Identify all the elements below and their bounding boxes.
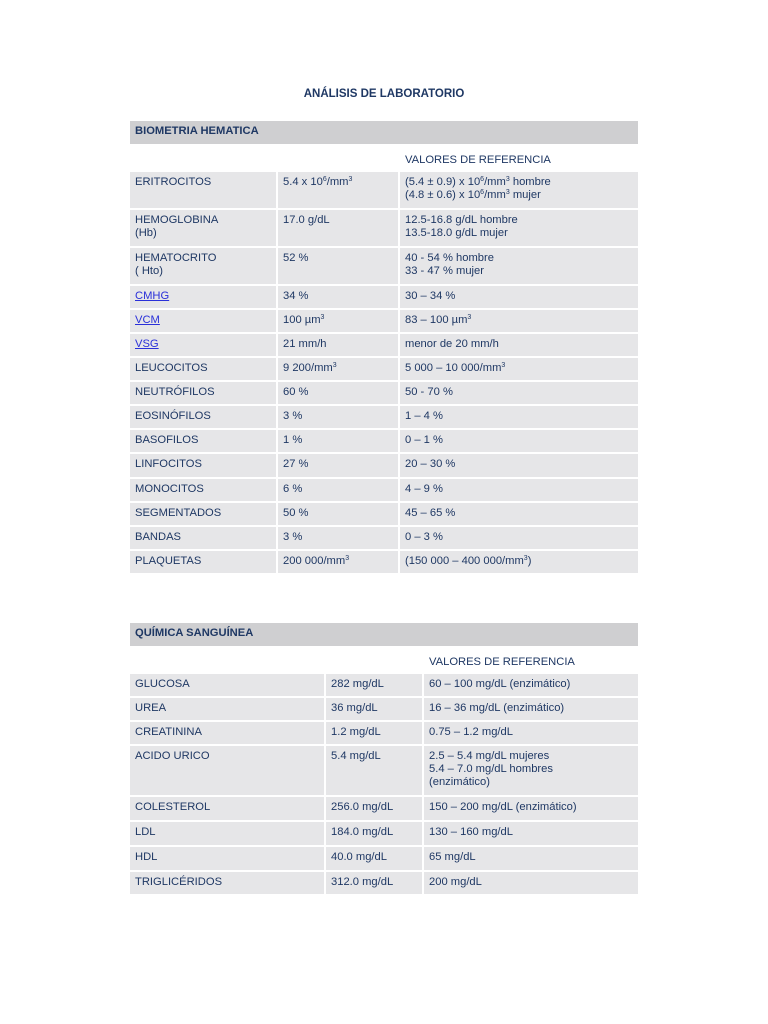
table-row — [130, 334, 638, 358]
reference-value: 4 – 9 % — [400, 479, 638, 503]
test-value: 27 % — [278, 454, 400, 479]
table-row — [130, 822, 638, 847]
test-name: HEMOGLOBINA (Hb) — [130, 210, 278, 248]
test-value: 50 % — [278, 503, 400, 527]
reference-value: (5.4 ± 0.9) x $10^6/mm^3$ hombre (4.8 ± 0.6) x $10^6/mm^3$ mujer — [400, 172, 638, 210]
test-name: UREA — [130, 698, 326, 722]
reference-header: VALORES DE REFERENCIA — [424, 646, 638, 674]
test-value: 52 % — [278, 248, 400, 286]
test-value: 36 mg/dL — [326, 698, 424, 722]
test-value: 1.2 mg/dL — [326, 722, 424, 746]
table-row — [130, 698, 638, 722]
reference-value: 12.5-16.8 g/dL hombre 13.5-18.0 g/dL mujer — [400, 210, 638, 248]
reference-value: 83 – 100 µm$^3$ — [400, 310, 638, 334]
test-value: 256.0 mg/dL — [326, 797, 424, 822]
test-name[interactable] — [130, 286, 278, 310]
test-name[interactable] — [130, 310, 278, 334]
test-value: 3 % — [278, 406, 400, 430]
test-name-link[interactable]: CMHG — [135, 290, 170, 302]
page-title: ANÁLISIS DE LABORATORIO — [303, 88, 465, 100]
table-row — [130, 527, 638, 551]
reference-value: 150 – 200 mg/dL (enzimático) — [424, 797, 638, 822]
table-row — [130, 286, 638, 310]
test-value: 200 $000/mm^3$ — [278, 551, 400, 575]
reference-value: 20 – 30 % — [400, 454, 638, 479]
table-row — [130, 872, 638, 896]
table-row — [130, 847, 638, 872]
reference-value: 45 – 65 % — [400, 503, 638, 527]
reference-value: 2.5 – 5.4 mg/dL mujeres 5.4 – 7.0 mg/dL hombres (enzimático) — [424, 746, 638, 797]
test-name: MONOCITOS — [130, 479, 278, 503]
test-value: 6 % — [278, 479, 400, 503]
reference-value: (150 000 – 400 $000/mm^3$) — [400, 551, 638, 575]
reference-value: menor de 20 mm/h — [400, 334, 638, 358]
test-name: ACIDO URICO — [130, 746, 326, 797]
table-row — [130, 172, 638, 210]
test-name: HEMATOCRITO ( Hto) — [130, 248, 278, 286]
test-value: 9 $200/mm^3$ — [278, 358, 400, 382]
table-row — [130, 406, 638, 430]
test-value: 60 % — [278, 382, 400, 406]
reference-header-row — [130, 646, 638, 674]
test-name: PLAQUETAS — [130, 551, 278, 575]
table-row — [130, 746, 638, 797]
table-row — [130, 797, 638, 822]
table-row — [130, 503, 638, 527]
test-name: EOSINÓFILOS — [130, 406, 278, 430]
test-value: 3 % — [278, 527, 400, 551]
test-name: SEGMENTADOS — [130, 503, 278, 527]
reference-value: 65 mg/dL — [424, 847, 638, 872]
table-row — [130, 479, 638, 503]
test-value: 21 mm/h — [278, 334, 400, 358]
test-name: LDL — [130, 822, 326, 847]
test-name: CREATININA — [130, 722, 326, 746]
test-value: 282 mg/dL — [326, 674, 424, 698]
reference-value: 60 – 100 mg/dL (enzimático) — [424, 674, 638, 698]
test-name: HDL — [130, 847, 326, 872]
table-row — [130, 310, 638, 334]
section-header-row — [130, 121, 638, 144]
reference-value: 30 – 34 % — [400, 286, 638, 310]
test-value: 1 % — [278, 430, 400, 454]
reference-value: 5 000 – 10 $000/mm^3$ — [400, 358, 638, 382]
test-name: COLESTEROL — [130, 797, 326, 822]
biometria-table — [130, 121, 638, 575]
reference-value: 1 – 4 % — [400, 406, 638, 430]
test-value: 40.0 mg/dL — [326, 847, 424, 872]
reference-value: 16 – 36 mg/dL (enzimático) — [424, 698, 638, 722]
test-value: 100 µm$^3$ — [278, 310, 400, 334]
table-row — [130, 210, 638, 248]
reference-value: 0 – 3 % — [400, 527, 638, 551]
reference-value: 130 – 160 mg/dL — [424, 822, 638, 847]
table-row — [130, 551, 638, 575]
test-name[interactable] — [130, 334, 278, 358]
table-row — [130, 382, 638, 406]
quimica-table — [130, 623, 638, 896]
test-name: LINFOCITOS — [130, 454, 278, 479]
reference-header: VALORES DE REFERENCIA — [400, 144, 638, 172]
test-name: BASOFILOS — [130, 430, 278, 454]
table-row — [130, 674, 638, 698]
table-row — [130, 430, 638, 454]
test-name: NEUTRÓFILOS — [130, 382, 278, 406]
reference-header-row — [130, 144, 638, 172]
reference-value: 0.75 – 1.2 mg/dL — [424, 722, 638, 746]
table-row — [130, 722, 638, 746]
reference-value: 50 - 70 % — [400, 382, 638, 406]
table-row — [130, 454, 638, 479]
reference-value: 40 - 54 % hombre 33 - 47 % mujer — [400, 248, 638, 286]
test-name: ERITROCITOS — [130, 172, 278, 210]
reference-value: 0 – 1 % — [400, 430, 638, 454]
test-value: 17.0 g/dL — [278, 210, 400, 248]
section-title: QUÍMICA SANGUÍNEA — [130, 623, 638, 646]
test-name: TRIGLICÉRIDOS — [130, 872, 326, 896]
section-header-row — [130, 623, 638, 646]
table-row — [130, 248, 638, 286]
test-name: GLUCOSA — [130, 674, 326, 698]
test-value: 5.4 x $10^6/mm^3$ — [278, 172, 400, 210]
test-value: 34 % — [278, 286, 400, 310]
test-name-link[interactable]: VCM — [135, 314, 160, 326]
test-name-link[interactable]: VSG — [135, 338, 159, 350]
test-value: 312.0 mg/dL — [326, 872, 424, 896]
test-name: BANDAS — [130, 527, 278, 551]
test-name: LEUCOCITOS — [130, 358, 278, 382]
table-row — [130, 358, 638, 382]
test-value: 184.0 mg/dL — [326, 822, 424, 847]
test-value: 5.4 mg/dL — [326, 746, 424, 797]
reference-value: 200 mg/dL — [424, 872, 638, 896]
section-title: BIOMETRIA HEMATICA — [130, 121, 638, 144]
